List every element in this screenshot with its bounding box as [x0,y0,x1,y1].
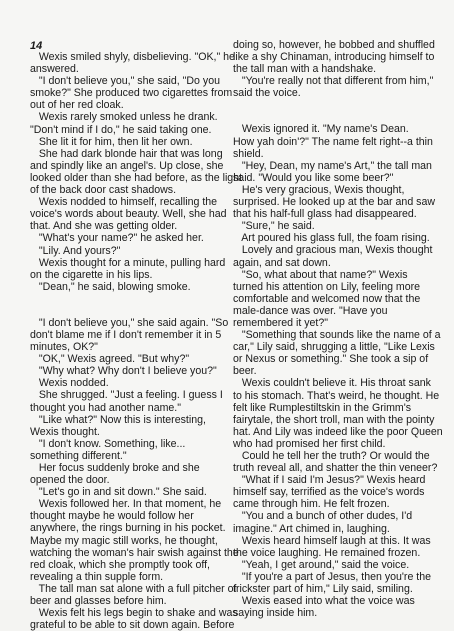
text-line: "Something that sounds like the name of a [233,329,441,342]
text-line: "I don't know. Something, like... [30,437,186,450]
text-line: minutes, OK?" [30,341,98,354]
text-line: saying inside him. [233,607,318,620]
text-line: "Yeah, I get around," said the voice. [233,558,410,571]
text-line: Lovely and gracious man, Wexis thought [233,244,433,257]
text-line: voice's words about beauty. Well, she had [30,208,227,221]
text-line: anywhere, the rings burning in his pocket. [30,522,226,535]
text-line [30,293,230,305]
text-line: felt like Rumplestiltskin in the Grimm's [233,401,412,414]
text-line: Wexis thought. [30,425,100,438]
text-line: doing so, however, he bobbed and shuffled [233,39,435,51]
text-line: "Dean," he said, blowing smoke. [30,280,191,293]
text-line: the tall man with a handshake. [233,63,377,76]
text-line: red cloak, which she promptly took off, [30,558,210,571]
text-line: who had promised her first child. [233,437,386,450]
text-line: "I don't believe you," she said, "Do you [30,75,220,88]
text-line: Wexis couldn't believe it. His throat sank [233,377,431,390]
text-line: "OK," Wexis agreed. "But why?" [30,353,190,366]
text-line: Wexis felt his legs begin to shake and was [30,607,238,620]
text-line: The tall man sat alone with a full pitcher of [30,582,237,595]
text-line: "If you're a part of Jesus, then you're the [233,570,432,583]
text-line: "So, what about that name?" Wexis [233,268,408,281]
text-line: Wexis eased into what the voice was [233,595,415,608]
text-line: How yah doin'?" The name felt right--a thin [233,135,433,148]
text-line: that. And she was getting older. [30,220,178,233]
text-line: out of her red cloak. [30,99,124,112]
text-line: Wexis ignored it. "My name's Dean. [233,123,409,136]
text-line: himself say, terrified as the voice's words [233,486,425,499]
text-line: hat. And Lily was indeed like the poor Queen [233,425,443,438]
text-line: said. "Would you like some beer?" [233,171,394,184]
text-line: that his half-full glass had disappeared. [233,208,417,221]
right-column [233,39,443,620]
text-line: something different." [30,449,127,462]
text-line: Wexis followed her. In that moment, he [30,498,222,511]
text-line: grateful to be able to sit down again. Before [30,619,235,631]
page-number: 14 [30,40,43,52]
text-line: "I don't believe you," she said again. "So [30,316,229,329]
text-line: smoke?" She produced two cigarettes from [30,87,233,100]
text-line: Wexis nodded to himself, recalling the [30,196,218,209]
text-line: "Like what?" Now this is interesting, [30,413,206,426]
text-line [233,99,435,111]
text-line: He's very gracious, Wexis thought, [233,183,405,196]
text-line: male-dance was over. "Have you [233,304,388,317]
text-line: She had dark blonde hair that was long [30,147,223,160]
text-line: and spindly like an angel's. Up close, she [30,159,224,172]
text-line: beer and glasses before him. [30,595,167,608]
text-line: opened the door. [30,474,110,487]
text-line [233,111,435,123]
text-line: looked older than she had before, as the light [30,171,243,184]
text-line: Her focus suddenly broke and she [30,462,200,474]
text-line: or Nexus or something." She took a sip of [233,353,429,366]
text-line: don't blame me if I don't remember it in 5 [30,328,222,341]
text-line: "You're really not that different from him," [233,75,434,88]
text-line: "What's your name?" he asked her. [30,232,204,245]
text-line: said the voice. [233,87,301,100]
text-line: "Let's go in and sit down." She said. [30,486,207,499]
text-line: thought maybe he would follow her [30,510,194,523]
text-line: Wexis thought for a minute, pulling hard [30,256,226,269]
text-line: the voice laughing. He remained frozen. [233,546,421,559]
text-line: thought you had another name." [30,401,182,414]
text-line: She shrugged. "Just a feeling. I guess I [30,389,223,402]
text-line: car," Lily said, shrugging a little, "Like Lexis [233,341,435,354]
text-line: of the back door cast shadows. [30,184,177,197]
text-line: beer. [233,365,257,378]
text-line: answered. [30,63,79,76]
text-line: remembered it yet?" [233,316,329,329]
text-line: "Lily. And yours?" [30,244,121,257]
text-line: watching the woman's hair swish against the [30,546,239,559]
text-line: "Sure," he said. [233,220,315,233]
text-line [30,305,230,317]
text-line: "Hey, Dean, my name's Art," the tall man [233,159,432,172]
text-line: like a shy Chinaman, introducing himself to [233,51,435,64]
text-line: fairytale, the short troll, man with the pointy [233,413,435,426]
text-line: revealing a thin supple form. [30,570,164,583]
text-line: "Don't mind if I do," he said taking one. [30,123,212,136]
text-line: Could he tell her the truth? Or would the [233,450,430,462]
text-line: "You and a bunch of other dudes, I'd [233,510,413,523]
text-line: comfortable and welcomed now that the [233,292,421,305]
text-line: truth reveal all, and shatter the thin veneer? [233,462,438,475]
text-line: to his stomach. That's weird, he thought. He [233,389,440,402]
text-line: Maybe my magic still works, he thought, [30,534,218,547]
text-line: Wexis rarely smoked unless he drank. [30,111,218,124]
text-line: trickster part of him," Lily said, smiling. [233,583,413,596]
text-line: came through him. He felt frozen. [233,498,390,511]
text-line: shield. [233,147,264,160]
text-line: imagine." Art chimed in, laughing. [233,522,390,535]
text-line: Wexis nodded. [30,377,109,390]
text-line: Wexis smiled shyly, disbelieving. "OK," he [30,51,235,63]
text-line: She lit it for him, then lit her own. [30,135,193,148]
text-line: surprised. He looked up at the bar and saw [233,196,435,209]
text-line: Art poured his glass full, the foam rising. [233,232,430,245]
text-line: on the cigarette in his lips. [30,268,153,281]
text-line: Wexis heard himself laugh at this. It was [233,534,431,547]
text-line: "Why what? Why don't I believe you?" [30,365,217,378]
text-line: again, and sat down. [233,256,331,269]
text-line: turned his attention on Lily, feeling more [233,280,421,293]
left-column [30,51,243,631]
text-line: "What if I said I'm Jesus?" Wexis heard [233,474,426,487]
